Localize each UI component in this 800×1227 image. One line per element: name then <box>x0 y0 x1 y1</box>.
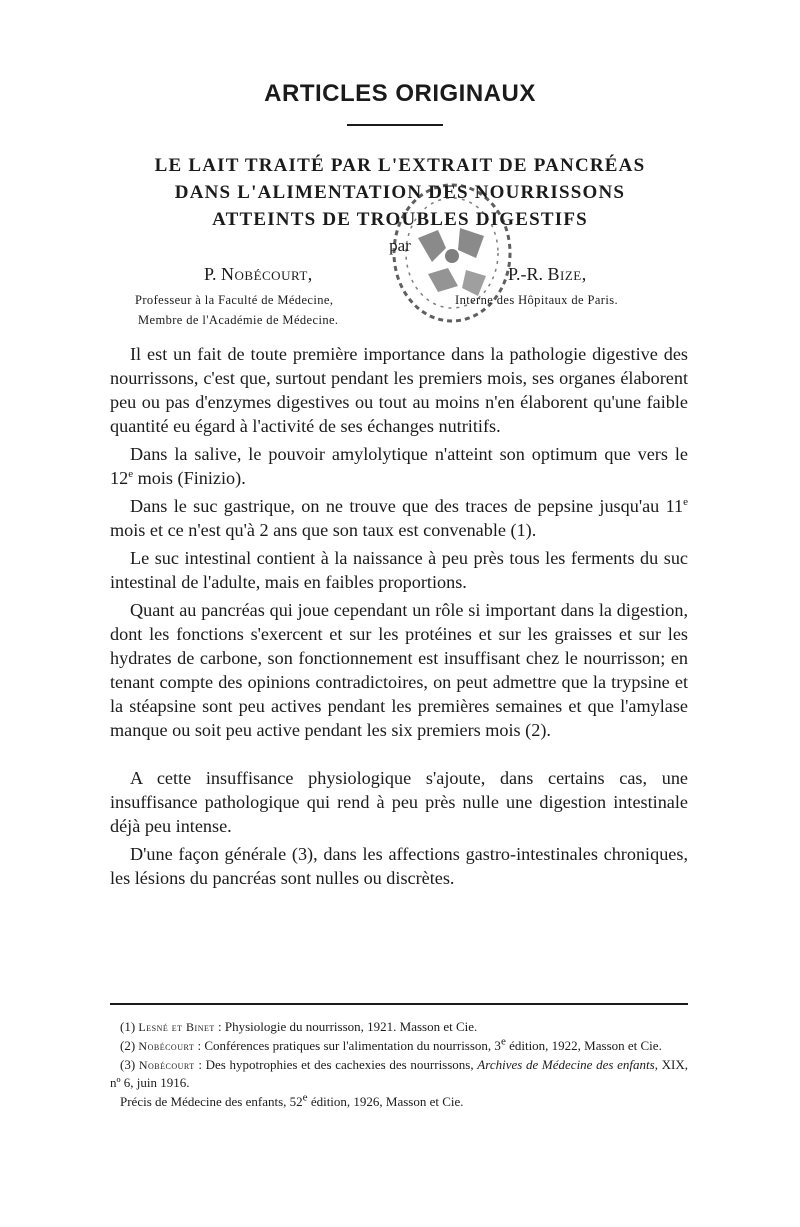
paragraph: D'une façon générale (3), dans les affections gastro-intestinales chroniques, les lésions du pancréas sont nulles ou discrètes. <box>110 844 688 888</box>
author-affiliation: Professeur à la Faculté de Médecine, <box>135 293 334 307</box>
footnote: (1) Lesné et Binet : Physiologie du nourrisson, 1921. Masson et Cie. <box>120 1019 478 1034</box>
footnote: (3) Nobécourt : Des hypotrophies et des cachexies des nourrissons, Archives de Médecine des enfants, XIX, nº 6, juin 1916. <box>110 1057 688 1090</box>
paragraph: Le suc intestinal contient à la naissance à peu près tous les ferments du suc intestinal de l'adulte, mais en faibles proportions. <box>110 548 688 592</box>
author-bize <box>508 264 587 285</box>
footnote: (2) Nobécourt : Conférences pratiques sur l'alimentation du nourrisson, 3e édition, 1922, Masson et Cie. <box>120 1035 662 1053</box>
article-title-line: DANS L'ALIMENTATION DES NOURRISSONS <box>174 182 626 203</box>
author-nobecourt <box>204 264 313 285</box>
footnote-divider <box>110 1003 688 1005</box>
article-title-line: LE LAIT TRAITÉ PAR L'EXTRAIT DE PANCRÉAS <box>154 155 646 176</box>
article-title-line: ATTEINTS DE TROUBLES DIGESTIFS <box>212 209 588 230</box>
paragraph: Dans la salive, le pouvoir amylolytique n'atteint son optimum que vers le 12e mois (Finizio). <box>110 444 688 488</box>
paragraph: Quant au pancréas qui joue cependant un rôle si important dans la digestion, dont les fonctions s'exercent et sur les protéines et sur les graisses et sur les hydrates de carbone, son fonctionnement est insuffisant chez le nourrisson; en tenant compte des opinions contradictoires, on peut admettre que la trypsine et la stéapsine sont peu actives pendant les premières semaines et que l'amylase manque ou soit peu active pendant les six premiers mois (2). <box>110 600 688 740</box>
by-line: par <box>389 236 411 255</box>
author-initial: P. <box>204 264 217 284</box>
footnotes <box>110 1018 688 1112</box>
article-body <box>110 342 688 894</box>
author-name: Bize, <box>547 264 587 284</box>
author-name: Nobécourt, <box>221 264 313 284</box>
paragraph: Dans le suc gastrique, on ne trouve que des traces de pepsine jusqu'au 11e mois et ce n'est qu'à 2 ans que son taux est convenable (1). <box>110 495 688 540</box>
paragraph: Il est un fait de toute première importance dans la pathologie digestive des nourrissons, c'est que, surtout pendant les premiers mois, ses organes élaborent peu ou pas d'enzymes digestives ou tout au moins n'en élaborent qu'une faible quantité eu égard à l'activité de ses échanges nutritifs. <box>110 344 688 436</box>
section-title: ARTICLES ORIGINAUX <box>264 80 536 107</box>
title-divider <box>347 124 443 126</box>
footnote: Précis de Médecine des enfants, 52e édition, 1926, Masson et Cie. <box>120 1091 464 1109</box>
author-affiliation: Membre de l'Académie de Médecine. <box>138 313 339 327</box>
author-initial: P.-R. <box>508 264 544 284</box>
paragraph: A cette insuffisance physiologique s'ajoute, dans certains cas, une insuffisance pathologique qui rend à peu près nulle une digestion intestinale déjà peu intense. <box>110 768 688 836</box>
author-affiliation: Interne des Hôpitaux de Paris. <box>455 293 619 307</box>
